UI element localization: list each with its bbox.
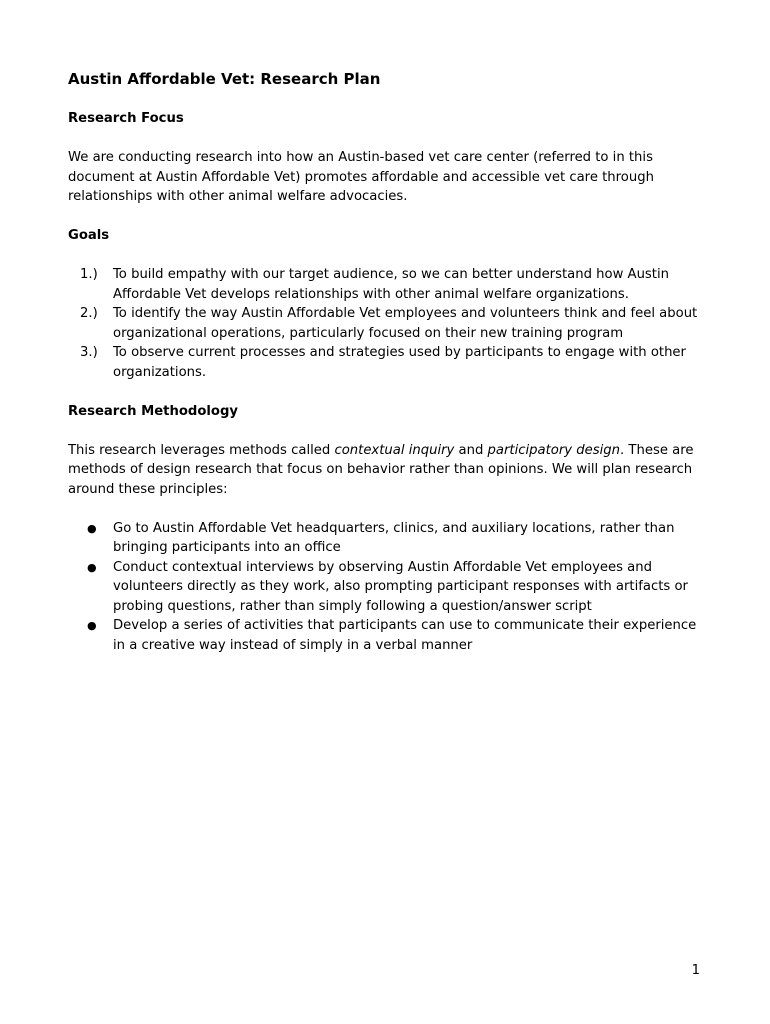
goal-number: 1.) — [80, 267, 98, 282]
principle-text: Go to Austin Affordable Vet headquarters, clinics, and auxiliary locations, rather than bringing participants into an office — [113, 520, 675, 555]
goal-number: 3.) — [80, 345, 98, 360]
bullet-icon: ● — [87, 560, 97, 574]
methodology-text-1: This research leverages methods called — [68, 442, 335, 458]
principle-text: Conduct contextual interviews by observing Austin Affordable Vet employees and volunteers directly as they work, also prompting participant responses with artifacts or probing questions, rather than simply following a question/answer script — [113, 559, 688, 614]
goals-list — [68, 265, 708, 382]
goal-item — [68, 265, 708, 304]
bullet-icon: ● — [87, 521, 97, 535]
methodology-paragraph — [68, 441, 708, 500]
principle-item — [68, 519, 708, 558]
goal-text: To identify the way Austin Affordable Vet employees and volunteers think and feel about organizational operations, particularly focused on their new training program — [113, 306, 698, 341]
page-number: 1 — [691, 963, 700, 978]
methodology-text-3: . These are methods of design research that focus on behavior rather than opinions. We will plan research around these principles: — [68, 442, 694, 497]
goal-text: To observe current processes and strategies used by participants to engage with other organizations. — [113, 345, 686, 380]
document-title: Austin Affordable Vet: Research Plan — [68, 70, 381, 88]
contextual-inquiry-term: contextual inquiry — [334, 442, 455, 458]
principle-text: Develop a series of activities that participants can use to communicate their experience in a creative way instead of simply in a verbal manner — [113, 618, 697, 653]
goal-item — [68, 304, 708, 343]
research-methodology-heading: Research Methodology — [68, 403, 239, 419]
bullet-icon: ● — [87, 619, 97, 632]
goals-heading: Goals — [68, 228, 110, 243]
research-focus-heading: Research Focus — [68, 111, 184, 126]
participatory-design-term: participatory design — [487, 442, 621, 458]
principle-item — [68, 558, 708, 617]
methodology-text-2: and — [454, 442, 488, 458]
methodology-principles-list — [68, 519, 708, 656]
document-body — [68, 68, 708, 655]
research-focus-paragraph: We are conducting research into how an Austin-based vet care center (referred to in this document at Austin Affordable Vet) promotes affordable and accessible vet care through relationships with other animal welfare advocacies. — [68, 150, 654, 204]
goal-number: 2.) — [80, 306, 98, 321]
goal-text: To build empathy with our target audience, so we can better understand how Austin Affordable Vet develops relationships with other animal welfare organizations. — [113, 267, 669, 302]
goal-item — [68, 343, 708, 382]
principle-item — [68, 616, 708, 655]
